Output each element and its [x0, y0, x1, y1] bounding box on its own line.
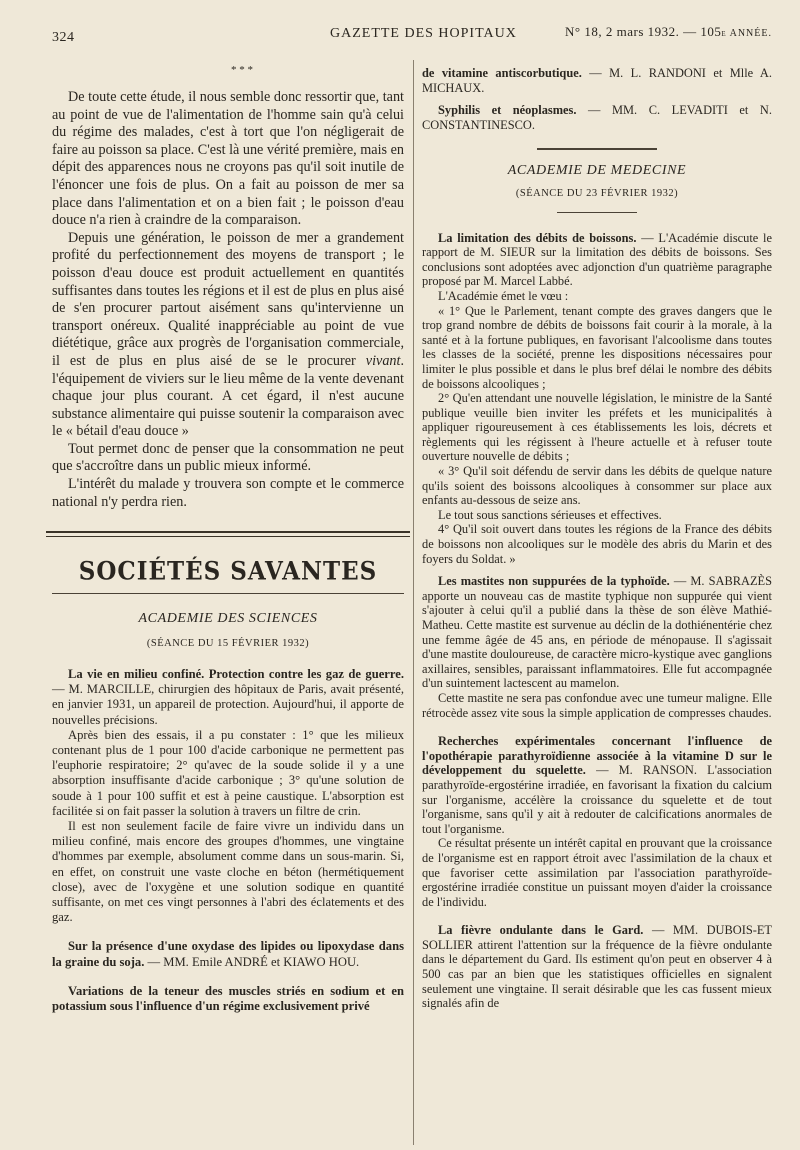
item-text: — M. MARCILLE, chirurgien des hôpitaux de Paris, avait présenté, en janvier 1931, un appareil de protection. Aujourd'hui, il apporte de nouvelles précisions.: [52, 682, 404, 727]
item-text: — MM. DUBOIS-ET SOLLIER attirent l'attention sur la fréquence de la fièvre ondulante dans le département du Gard. Ils estiment qu'on peut en observer 4 à 500 cas par an bien que les statistiques officielles en signalent seulement une vingtaine. Il serait désirable que les cas fussent mieux signalés afin de: [422, 923, 772, 1011]
session-date: (SÉANCE DU 15 FÉVRIER 1932): [146, 638, 310, 650]
divider: [537, 148, 657, 150]
paragraph: « 1° Que le Parlement, tenant compte des graves dangers que le trop grand nombre de débits de boissons fait courir à la morale, à la santé et à la fortune publiques, en favorisant l'alcoolisme dans toutes les classes de la société, prenne les dispositions nécessaires pour limiter le plus possible et dans le plus bref délai le nombre des débits de boissons alcooliques ;: [422, 303, 772, 391]
spacer: [422, 909, 772, 923]
item-title: Les mastites non suppurées de la typhoïde.: [438, 574, 670, 589]
academy-heading: ACADEMIE DES SCIENCES: [138, 610, 318, 626]
spacer: [52, 925, 404, 939]
session-date: (SÉANCE DU 23 FÉVRIER 1932): [515, 187, 679, 199]
item-title: Sur la présence d'une oxydase des lipides ou lipoxydase dans la graine du soja.: [52, 939, 404, 969]
page-header: [46, 24, 784, 46]
item-text: — M. RANSON. L'association parathyroïde-ergostérine irradiée, en favorisant la fixation du calcium sur l'organisme, accélère la croissance du squelette et de tout l'organisme, sans qu'il y ait à redouter de calcifications anormales de tout l'organisme.: [422, 763, 772, 836]
academy-heading: ACADEMIE DE MEDECINE: [507, 163, 687, 179]
spacer: [422, 95, 772, 103]
paragraph-text: . l'équipement de viviers sur le lieu même de la vente devenant chaque jour plus courant. A cet égard, il n'est aucune substance alimentaire qui puisse soutenir la comparaison avec le « bétail d'eau douce »: [52, 352, 405, 440]
spacer: [422, 223, 772, 231]
item-title: Recherches expérimentales concernant l'influence de l'opothérapie parathyroïdienne associée à la vitamine D sur le développement du squelette.: [422, 734, 772, 778]
item-text: — M. SABRAZÈS apporte un nouveau cas de mastite typhique non suppurée qui vient s'ajouter à celui qu'il a publié dans la thèse de son élève Mathié-Matheu. Cette mastite est survenue au déclin de la dothiénentérie chez une femme âgée de 45 ans, en période de ménopause. Il s'agissait d'une mastite douloureuse, de caractère micro-kystique avec ganglions axillaires, sensibles, paraissant inflammatoires. Elle fut accompagnée d'un suintement lactescent au mamelon.: [422, 574, 772, 691]
left-column: [52, 66, 404, 1014]
column-divider: [413, 60, 414, 1145]
paragraph: L'Académie émet le vœu :: [438, 288, 569, 303]
right-column: [422, 66, 772, 1011]
spacer: [52, 970, 404, 984]
spacer: [422, 720, 772, 734]
paragraph: 2° Qu'en attendant une nouvelle législation, le ministre de la Santé publique veuille bien inviter les préfets et les municipalités à appliquer rigoureusement à ces établissements les lois, décrets et règlements qui les régissent à l'heure actuelle et à refuser toute ouverture nouvelle de débits ;: [422, 391, 772, 464]
report-item: [52, 939, 404, 969]
section-title: SOCIÉTÉS SAVANTES: [78, 556, 378, 587]
report-item: [422, 66, 772, 95]
paragraph: [52, 230, 404, 441]
item-text: — MM. C. LEVADITI et N. CONSTANTINESCO.: [422, 103, 772, 132]
publication-title: GAZETTE DES HOPITAUX: [330, 26, 517, 41]
spacer: [52, 653, 404, 667]
spacer: [422, 566, 772, 574]
issue-info: [565, 24, 772, 40]
item-title: La vie en milieu confiné. Protection contre les gaz de guerre.: [68, 667, 404, 682]
paragraph: 4° Qu'il soit ouvert dans toutes les régions de la France des débits de boissons non alcooliques sur le modèle des abris du Marin et des foyers du Soldat. »: [422, 522, 772, 566]
report-item: [422, 231, 772, 289]
divider: [557, 212, 637, 213]
item-text: — L'Académie discute le rapport de M. SIEUR sur la limitation des débits de boissons. Ses conclusions sont adoptées avec adjonction d'un quatrième paragraphe proposé par M. Marcel Labbé.: [422, 230, 773, 289]
item-text: — MM. Emile ANDRÉ et KIAWO HOU.: [147, 954, 360, 969]
report-item: [422, 923, 772, 1011]
item-title: Syphilis et néoplasmes.: [438, 103, 577, 118]
item-title: La fièvre ondulante dans le Gard.: [438, 923, 644, 938]
emphasis-text: vivant: [365, 352, 401, 369]
report-item: [52, 667, 404, 728]
item-title: La limitation des débits de boissons.: [438, 230, 637, 245]
paragraph: Après bien des essais, il a pu constater : 1° que les milieux contenant plus de 1 pour 100 d'acide carbonique ne permettent pas l'euphorie respiratoire; 2° qu'avec de la soude solide il y a une absorption insuffisante d'acide carbonique ; 3° qu'une solution de soude à 1 pour 100 suffit et est à peine caustique. L'absorption est facilitée si on fait passer la solution à travers un filtre de crin.: [52, 727, 404, 818]
section-stars: * * *: [231, 64, 253, 76]
report-item: [52, 984, 404, 1014]
report-item: [422, 574, 772, 691]
paragraph: L'intérêt du malade y trouvera son compte et le commerce national n'y perdra rien.: [52, 476, 404, 510]
report-item: [422, 734, 772, 836]
paragraph: Il est non seulement facile de faire vivre un individu dans un milieu confiné, mais encore des groupes d'hommes, une vingtaine d'hommes par exemple, absolument comme dans un sous-marin. Si, en effet, on construit une vaste cloche en béton (hermétiquement close), avec de l'oxygène et une solution sodique en quantité suffisante, on met ces vingt personnes à l'abri des éclatements et des gaz.: [52, 819, 404, 925]
item-text: — M. L. RANDONI et Mlle A. MICHAUX.: [422, 66, 772, 95]
issue-year-suffix: e ANNÉE.: [721, 28, 772, 39]
report-item: [422, 103, 772, 132]
page-number: 324: [52, 30, 75, 45]
paragraph: De toute cette étude, il nous semble donc ressortir que, tant au point de vue de l'alimentation de l'homme sain qu'à celui du régime des malades, c'est à tort que l'on négligerait de faire au poisson sa place. C'est là une vérité première, mais en dépit des apparences nous ne croyons pas qu'il soit inutile de l'énoncer une fois de plus. On a fait au poisson de mer sa place dans l'alimentation et on a bien fait ; le poisson d'eau douce n'a rien à craindre de la comparaison.: [52, 89, 404, 229]
paragraph: Ce résultat présente un intérêt capital en prouvant que la croissance de l'organisme est en rapport étroit avec l'assimilation de la chaux et que favoriser cette assimilation par l'association parathyroïde-ergostérine irradiée constitue un puissant moyen d'aider la croissance de l'individu.: [422, 836, 772, 909]
paragraph: Le tout sous sanctions sérieuses et effectives.: [438, 507, 662, 522]
item-title: Variations de la teneur des muscles striés en sodium et en potassium sous l'influence d'un régime exclusivement privé: [52, 983, 404, 1014]
paragraph-text: Depuis une génération, le poisson de mer a grandement profité du perfectionnement des moyens de transport ; le poisson d'eau douce est produit actuellement en quantités suffisantes dans toutes les régions et il est de plus en plus aisé de s'en procurer partout aisément sans qu'intervienne un transport onéreux. Qualité inappréciable au point de vue diététique, grâce aux progrès de l'organisation commerciale, il est de plus en plus aisé de se le procurer: [52, 229, 404, 369]
section-rule: [46, 531, 410, 537]
item-title: de vitamine antiscorbutique.: [422, 66, 582, 80]
paragraph: Cette mastite ne sera pas confondue avec une tumeur maligne. Elle rétrocède assez vite sous la simple application de compresses chaudes.: [422, 690, 772, 720]
issue-date: N° 18, 2 mars 1932. — 105: [565, 24, 722, 39]
divider: [52, 593, 404, 594]
paragraph: « 3° Qu'il soit défendu de servir dans les débits de quelque nature qu'ils soient des boissons alcooliques à consommer sur place aux enfants au-dessous de seize ans.: [422, 464, 772, 508]
paragraph: Tout permet donc de penser que la consommation ne peut que s'accroître dans un public mieux informé.: [52, 440, 404, 475]
